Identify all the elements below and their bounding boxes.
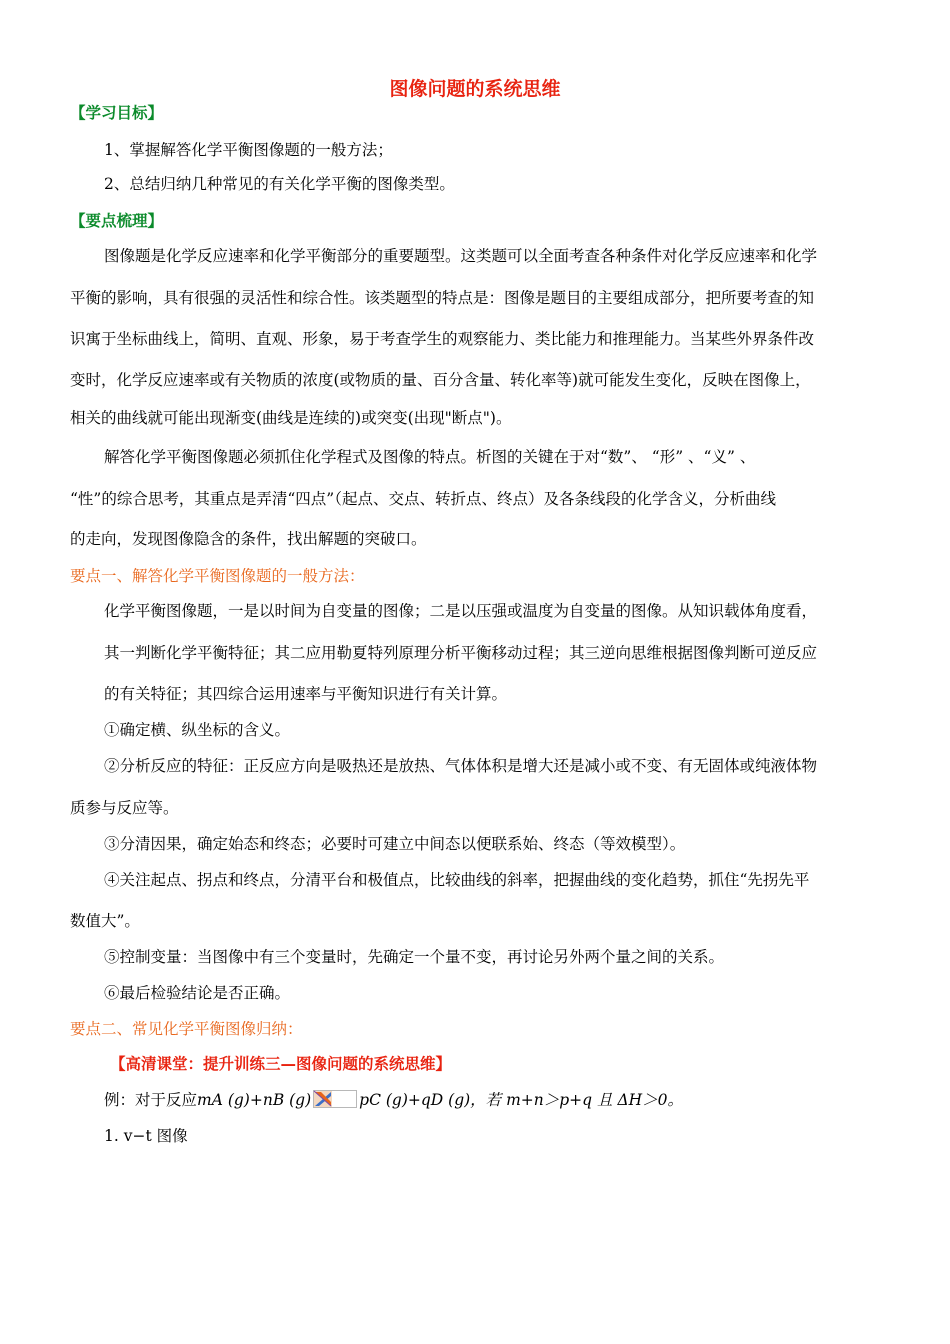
step-line: ④关注起点、拐点和终点，分清平台和极值点，比较曲线的斜率，把握曲线的变化趋势，抓住“先拐先平 [104,871,810,889]
method-paragraph-line: “性”的综合思考，其重点是弄清“四点”（起点、交点、转折点、终点）及各条线段的化学含义，分析曲线 [70,490,776,508]
goal-item: 1、掌握解答化学平衡图像题的一般方法； [104,141,393,159]
example-line [104,1090,683,1110]
intro-paragraph-line: 图像题是化学反应速率和化学平衡部分的重要题型。这类题可以全面考查各种条件对化学反应速率和化学 [104,247,818,265]
step-line: ⑤控制变量：当图像中有三个变量时，先确定一个量不变，再讨论另外两个量之间的关系。 [104,948,725,966]
goals-heading: 【学习目标】 [70,104,164,122]
method-paragraph-line: 解答化学平衡图像题必须抓住化学程式及图像的特点。析图的关键在于对“数”、 “形” 、“义” 、 [104,448,756,466]
subsection-vt-graph: 1. v−t 图像 [104,1127,188,1145]
step-line: ①确定横、纵坐标的含义。 [104,721,291,739]
point1-heading: 要点一、解答化学平衡图像题的一般方法： [70,567,365,585]
point1-line: 化学平衡图像题，一是以时间为自变量的图像；二是以压强或温度为自变量的图像。从知识载体角度看， [104,602,818,620]
step-line: 质参与反应等。 [70,799,179,817]
equilibrium-arrow-icon [313,1090,357,1108]
point2-heading: 要点二、常见化学平衡图像归纳： [70,1020,303,1038]
example-prefix: 例：对于反应 [104,1091,198,1109]
point1-line: 的有关特征；其四综合运用速率与平衡知识进行有关计算。 [104,685,508,703]
key-points-heading: 【要点梳理】 [70,212,164,230]
intro-paragraph-line: 识寓于坐标曲线上，简明、直观、形象，易于考查学生的观察能力、类比能力和推理能力。当某些外界条件改 [70,330,815,348]
step-line: 数值大”。 [70,912,140,930]
step-line: ②分析反应的特征：正反应方向是吸热还是放热、气体体积是增大还是减小或不变、有无固体或纯液体物 [104,757,818,775]
point1-line: 其一判断化学平衡特征；其二应用勒夏特列原理分析平衡移动过程；其三逆向思维根据图像判断可逆反应 [104,644,818,662]
example-reactants: mA (g)+nB (g) [197,1091,312,1109]
intro-paragraph-line: 相关的曲线就可能出现渐变(曲线是连续的)或突变(出现"断点")。 [70,409,512,427]
example-products: pC (g)+qD (g)，若 m+n＞p+q 且 ΔH＞0。 [359,1091,684,1109]
method-paragraph-line: 的走向，发现图像隐含的条件，找出解题的突破口。 [70,530,427,548]
step-line: ③分清因果，确定始态和终态；必要时可建立中间态以便联系始、终态（等效模型）。 [104,835,686,853]
intro-paragraph-line: 变时，化学反应速率或有关物质的浓度(或物质的量、百分含量、转化率等)就可能发生变化，反映在图像上， [70,371,811,389]
step-line: ⑥最后检验结论是否正确。 [104,984,291,1002]
intro-paragraph-line: 平衡的影响，具有很强的灵活性和综合性。该类题型的特点是：图像是题目的主要组成部分，把所要考查的知 [70,289,815,307]
page-title: 图像问题的系统思维 [389,78,561,100]
class-link[interactable]: 【高清课堂：提升训练三—图像问题的系统思维】 [110,1055,452,1073]
goal-item: 2、总结归纳几种常见的有关化学平衡的图像类型。 [104,175,455,193]
